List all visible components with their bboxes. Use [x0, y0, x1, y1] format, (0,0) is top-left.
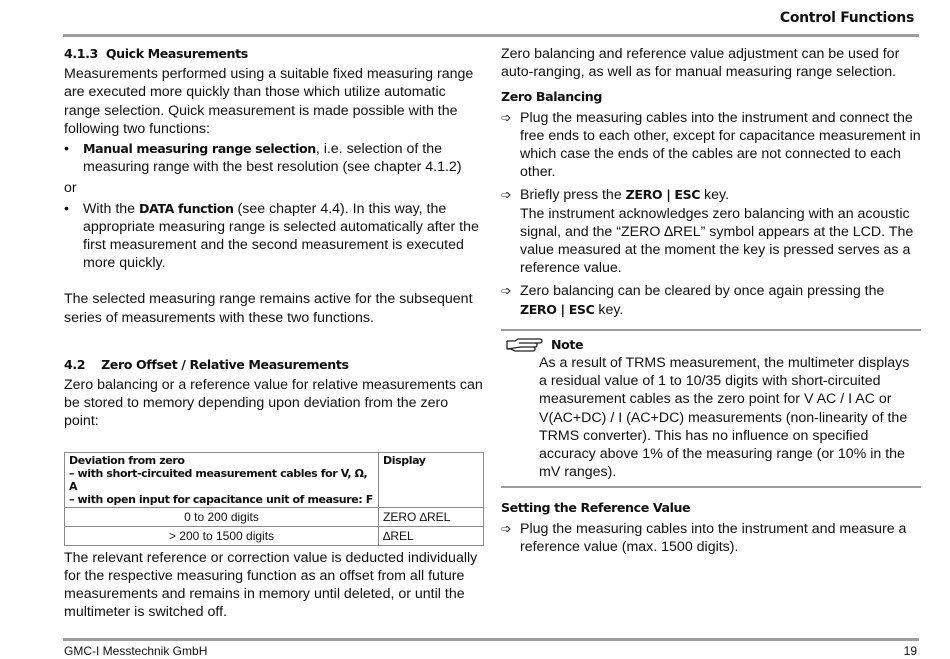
- key-label: ZERO | ESC: [520, 301, 595, 317]
- list-text: With the: [83, 200, 139, 217]
- deviation-table: [64, 452, 484, 546]
- step-text: Briefly press the: [520, 187, 626, 204]
- step-text: key.: [594, 301, 624, 318]
- table-cell-range: 0 to 200 digits: [65, 507, 379, 526]
- arrow-icon: ➩: [501, 520, 512, 536]
- note-header: [501, 336, 921, 354]
- table-cell-range: > 200 to 1500 digits: [65, 526, 379, 545]
- step-text: Zero balancing can be cleared by once again pressing the: [520, 283, 885, 300]
- instruction-step: [501, 282, 921, 318]
- step-detail: The instrument acknowledges zero balancing with an acoustic signal, and the “ZERO ∆REL” symbol appears at the LCD. The value measured at the moment the key is pressed serves as a reference value.: [520, 205, 914, 277]
- section-title: Zero Offset / Relative Measurements: [101, 356, 349, 372]
- note-title: Note: [551, 336, 584, 352]
- paragraph: The selected measuring range remains active for the subsequent series of measurements with these two functions.: [64, 291, 473, 326]
- footer-rule: [63, 638, 919, 641]
- table-cell-display: ∆REL: [379, 526, 484, 545]
- section-4-1-3-heading: [64, 45, 484, 63]
- table-row: [65, 526, 484, 545]
- bold-term: Manual measuring range selection: [83, 141, 316, 157]
- page-header-title: Control Functions: [779, 10, 914, 26]
- right-column: [501, 45, 921, 556]
- step-text: Plug the measuring cables into the instrument and measure a reference value (max. 1500 digits).: [520, 520, 907, 555]
- step-text: key.: [700, 187, 730, 204]
- paragraph: Zero balancing and reference value adjustment can be used for auto-ranging, as well as for manual measuring range selection.: [501, 46, 900, 81]
- paragraph: Measurements performed using a suitable fixed measuring range are executed more quickly than those which utilize automatic range selection. Quick measurement is made possible with the following two functions:: [64, 66, 474, 137]
- section-number: 4.1.3: [64, 46, 98, 61]
- table-header-deviation: Deviation from zero – with short-circuited measurement cables for V, Ω, A – with open input for capacitance unit of measure: F: [65, 452, 379, 507]
- note-text: As a result of TRMS measurement, the multimeter displays a residual value of 1 to 10/35 digits with short-circuited measurement cables as the zero point for V AC / I AC or V(AC+DC) / I (AC+DC) measurements (non-linearity of the TRMS converter). This has no influence on specified accuracy above 1% of the measuring range (or 10% in the mV ranges).: [539, 355, 910, 481]
- note-bottom-rule: [501, 486, 921, 488]
- instruction-step: [501, 520, 921, 556]
- section-4-2-heading: [64, 356, 484, 374]
- arrow-icon: ➩: [501, 283, 512, 299]
- table-cell-display: ZERO ∆REL: [379, 507, 484, 526]
- arrow-icon: ➩: [501, 187, 512, 203]
- bullet-glyph: •: [64, 141, 69, 158]
- list-item: [64, 140, 484, 176]
- key-label: ZERO | ESC: [625, 187, 701, 203]
- instruction-step: [501, 109, 921, 182]
- reference-value-heading: Setting the Reference Value: [501, 500, 691, 516]
- footer-company: GMC-I Messtechnik GmbH: [64, 644, 208, 658]
- step-text: Plug the measuring cables into the instrument and connect the free ends to each other, except for capacitance measurement in which case the ends of the cables are not connected to each other.: [520, 109, 921, 181]
- header-rule: [63, 34, 919, 37]
- left-column: [64, 45, 484, 621]
- note-top-rule: [501, 329, 921, 331]
- bold-term: DATA function: [138, 200, 234, 216]
- section-number: 4.2: [64, 356, 86, 372]
- or-text: or: [64, 180, 77, 197]
- pointing-hand-icon: [505, 337, 545, 353]
- table-row: [65, 507, 484, 526]
- list-text: (see chapter 4.4). In this way, the appropriate measuring range is selected automatically after the first measurement and the second measurement is executed more quickly.: [83, 200, 479, 272]
- list-item: [64, 200, 484, 273]
- paragraph: Zero balancing or a reference value for relative measurements can be stored to memory depending upon deviation from the zero point:: [64, 377, 483, 430]
- bullet-glyph: •: [64, 200, 69, 217]
- instruction-step: [501, 186, 921, 277]
- page-number: 19: [903, 644, 917, 658]
- arrow-icon: ➩: [501, 109, 512, 125]
- table-header-row: [65, 452, 484, 507]
- zero-balancing-heading: Zero Balancing: [501, 89, 602, 105]
- list-text: , i.e. selection of the measuring range with the best resolution (see chapter 4.1.2): [83, 141, 462, 176]
- paragraph: The relevant reference or correction value is deducted individually for the respective measuring function as an offset from all future measurements and remains in memory until deleted, or until the multimeter is switched off.: [64, 549, 478, 621]
- section-title: Quick Measurements: [105, 46, 248, 61]
- table-header-display: Display: [379, 452, 484, 507]
